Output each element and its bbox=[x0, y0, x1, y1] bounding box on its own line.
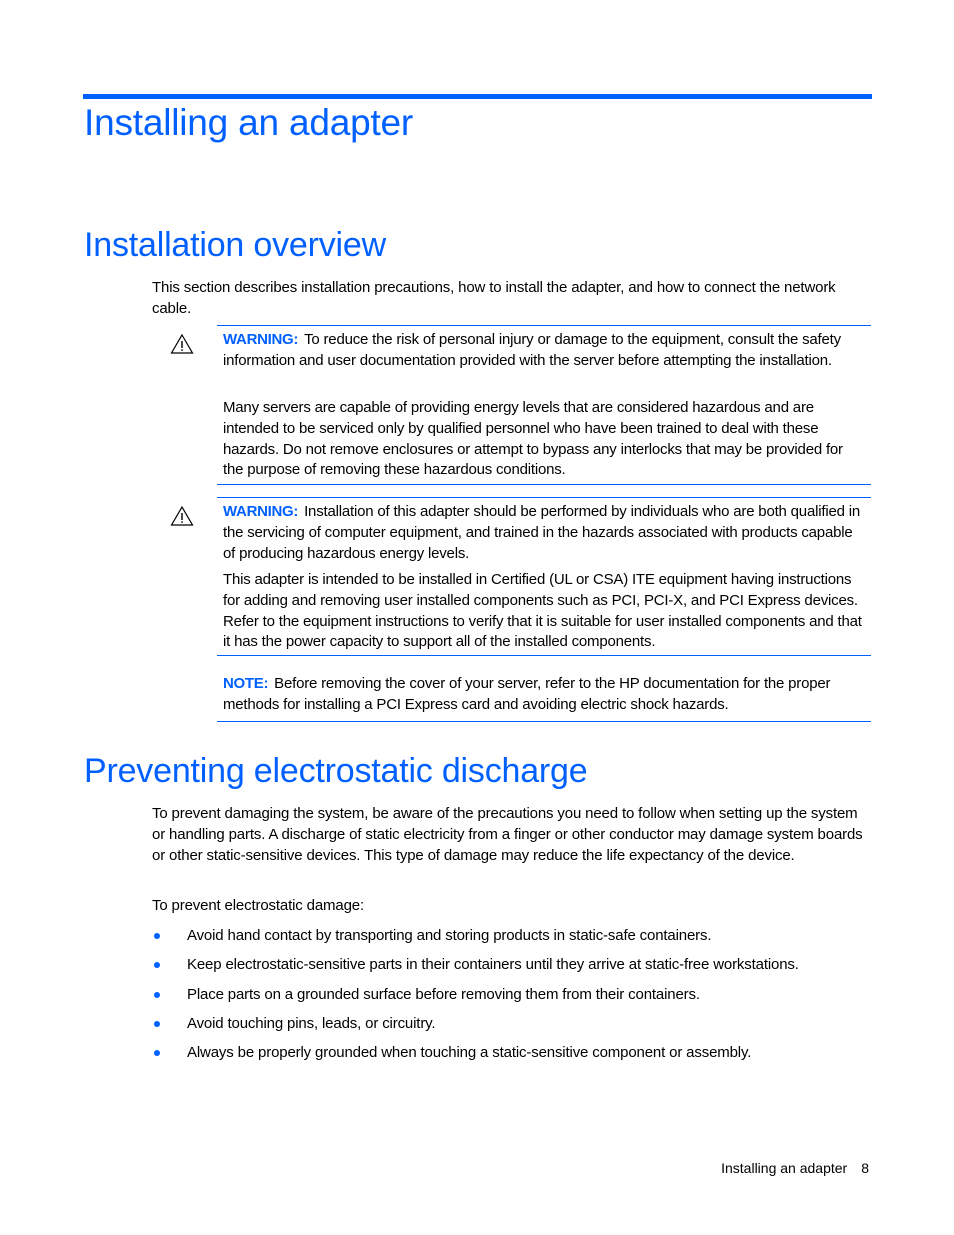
list-item-text: Keep electrostatic-sensitive parts in their containers until they arrive at static-free workstations. bbox=[187, 956, 799, 974]
note-bottom-rule bbox=[217, 721, 871, 722]
overview-intro-paragraph: This section describes installation precautions, how to install the adapter, and how to connect the network cable. bbox=[152, 279, 836, 317]
warning-1-paragraph-2: Many servers are capable of providing energy levels that are considered hazardous and are intended to be serviced only by qualified personnel who have been trained to deal with these hazards. Do not remove enclosures or attempt to bypass any interlocks that may be provided for the purpose of removing these hazardous conditions. bbox=[223, 399, 843, 479]
bullet-icon bbox=[154, 1021, 160, 1027]
warning-triangle-icon bbox=[170, 505, 194, 527]
list-item bbox=[152, 1014, 868, 1043]
list-item-text: Place parts on a grounded surface before removing them from their containers. bbox=[187, 985, 700, 1003]
page-footer bbox=[721, 1158, 869, 1178]
warning-2-label: WARNING: bbox=[223, 503, 299, 520]
warning-2-paragraph bbox=[223, 502, 863, 564]
warning-1-label: WARNING: bbox=[223, 331, 299, 348]
warning-1-top-rule bbox=[217, 325, 871, 326]
list-item bbox=[152, 985, 868, 1014]
warning-1-bottom-rule bbox=[217, 484, 871, 485]
warning-triangle-icon bbox=[170, 333, 194, 355]
warning-1-text: To reduce the risk of personal injury or damage to the equipment, consult the safety information and user documentation provided with the server before attempting the installation. bbox=[223, 331, 841, 369]
list-item bbox=[152, 1043, 868, 1072]
section-title-preventing-esd: Preventing electrostatic discharge bbox=[84, 752, 588, 790]
note-label: NOTE: bbox=[223, 675, 269, 692]
bullet-icon bbox=[154, 992, 160, 998]
warning-2-paragraph-2: This adapter is intended to be installed in Certified (UL or CSA) ITE equipment having instructions for adding and removing user installed components such as PCI, PCI-X, and PCI Express devices. Refer to the equipment instructions to verify that it is suitable for user installed components and that it has the power capacity to support all of the installed components. bbox=[223, 571, 862, 651]
warning-2-text: Installation of this adapter should be performed by individuals who are both qualified in the servicing of computer equipment, and trained in the hazards associated with products capable of producing hazardous energy levels. bbox=[223, 503, 860, 562]
bullet-icon bbox=[154, 1050, 160, 1056]
bullet-icon bbox=[154, 933, 160, 939]
footer-section-name: Installing an adapter bbox=[721, 1160, 848, 1176]
chapter-top-rule bbox=[83, 94, 872, 99]
note-paragraph bbox=[223, 674, 863, 716]
note-top-rule bbox=[217, 655, 871, 656]
warning-1-paragraph bbox=[223, 330, 863, 372]
section-title-installation-overview: Installation overview bbox=[84, 226, 386, 264]
list-item bbox=[152, 955, 868, 984]
list-item-text: Always be properly grounded when touching a static-sensitive component or assembly. bbox=[187, 1044, 752, 1062]
page-number: 8 bbox=[861, 1160, 869, 1176]
esd-lead-in: To prevent electrostatic damage: bbox=[152, 897, 364, 914]
list-item-text: Avoid hand contact by transporting and storing products in static-safe containers. bbox=[187, 927, 712, 944]
list-item bbox=[152, 926, 868, 955]
bullet-icon bbox=[154, 962, 160, 968]
warning-2-top-rule bbox=[217, 497, 871, 498]
chapter-title: Installing an adapter bbox=[84, 102, 414, 143]
list-item-text: Avoid touching pins, leads, or circuitry. bbox=[187, 1014, 436, 1032]
esd-bullet-list bbox=[152, 926, 868, 1072]
esd-intro-paragraph: To prevent damaging the system, be aware of the precautions you need to follow when setting up the system or handling parts. A discharge of static electricity from a finger or other conductor may damage system boards or other static-sensitive devices. This type of damage may reduce the life expectancy of the device. bbox=[152, 805, 863, 864]
note-text: Before removing the cover of your server, refer to the HP documentation for the proper methods for installing a PCI Express card and avoiding electric shock hazards. bbox=[223, 675, 831, 713]
